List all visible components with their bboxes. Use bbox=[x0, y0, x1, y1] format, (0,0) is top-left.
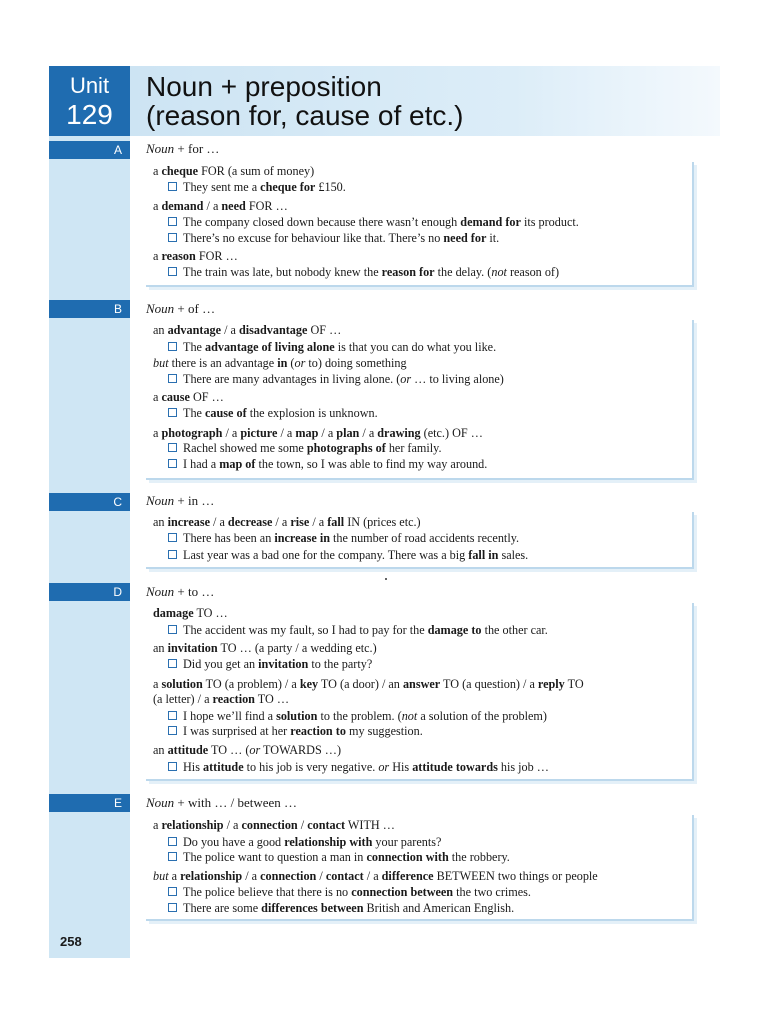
unit-number: 129 bbox=[66, 99, 113, 130]
example-line: The advantage of living alone is that you can do what you like. bbox=[168, 340, 496, 355]
example-line: There are many advantages in living alone. (or … to living alone) bbox=[168, 372, 504, 387]
level-line: a reason FOR … bbox=[153, 249, 238, 263]
key-phrase: increase bbox=[167, 515, 210, 529]
section-heading-noun: Noun bbox=[146, 301, 175, 316]
section-heading-e bbox=[146, 794, 297, 812]
italic-note: but bbox=[153, 356, 169, 370]
key-phrase: damage to bbox=[427, 623, 482, 637]
key-phrase: connection with bbox=[366, 850, 449, 864]
level-line: a demand / a need FOR … bbox=[153, 199, 288, 213]
key-phrase: advantage of living alone bbox=[205, 340, 335, 354]
key-phrase: reason bbox=[161, 249, 196, 263]
key-phrase: demand for bbox=[460, 215, 521, 229]
key-phrase: attitude bbox=[202, 760, 244, 774]
section-heading-rest: + in … bbox=[174, 493, 215, 508]
key-phrase: solution bbox=[161, 677, 203, 691]
level-line: an attitude TO … (or TOWARDS …) bbox=[153, 743, 342, 757]
level-line: damage TO … bbox=[153, 606, 228, 620]
key-phrase: relationship with bbox=[284, 835, 373, 849]
key-phrase: photograph bbox=[161, 426, 223, 440]
key-phrase: fall in bbox=[468, 548, 499, 562]
left-sidebar bbox=[49, 66, 130, 958]
section-tab-c: C bbox=[49, 493, 130, 511]
key-phrase: answer bbox=[402, 677, 441, 691]
section-heading-noun: Noun bbox=[146, 141, 175, 156]
section-heading-a bbox=[146, 140, 219, 158]
stray-dot bbox=[385, 578, 387, 580]
italic-note: or bbox=[400, 372, 412, 386]
key-phrase: increase in bbox=[274, 531, 330, 545]
level-line: but a relationship / a connection / contact / a difference BETWEEN two things or people bbox=[153, 869, 598, 883]
key-phrase: disadvantage bbox=[239, 323, 308, 337]
example-line: The police believe that there is no connection between the two crimes. bbox=[168, 885, 531, 900]
italic-note: or bbox=[378, 760, 390, 774]
key-phrase: connection bbox=[260, 869, 317, 883]
section-heading-rest: + of … bbox=[174, 301, 216, 316]
example-line: Rachel showed me some photographs of her family. bbox=[168, 441, 442, 456]
italic-note: not bbox=[491, 265, 507, 279]
level-line: a relationship / a connection / contact WITH … bbox=[153, 818, 395, 832]
italic-note: or bbox=[294, 356, 306, 370]
example-line: I had a map of the town, so I was able to find my way around. bbox=[168, 457, 487, 472]
level-line: a cheque FOR (a sum of money) bbox=[153, 164, 315, 178]
key-phrase: contact bbox=[307, 818, 346, 832]
section-heading-noun: Noun bbox=[146, 493, 175, 508]
example-line: There are some differences between British and American English. bbox=[168, 901, 514, 916]
example-line: I was surprised at her reaction to my suggestion. bbox=[168, 724, 423, 739]
key-phrase: reaction to bbox=[290, 724, 346, 738]
title-line-2: (reason for, cause of etc.) bbox=[146, 100, 464, 131]
section-heading-noun: Noun bbox=[146, 584, 175, 599]
key-phrase: reply bbox=[537, 677, 565, 691]
example-line: His attitude to his job is very negative. or His attitude towards his job … bbox=[168, 760, 549, 775]
level-line: an invitation TO … (a party / a wedding etc.) bbox=[153, 641, 377, 655]
example-line: They sent me a cheque for £150. bbox=[168, 180, 346, 195]
page-title bbox=[146, 72, 464, 130]
example-line: Last year was a bad one for the company. There was a big fall in sales. bbox=[168, 548, 528, 563]
key-phrase: drawing bbox=[377, 426, 421, 440]
example-line: The accident was my fault, so I had to pay for the damage to the other car. bbox=[168, 623, 548, 638]
example-line: Do you have a good relationship with your parents? bbox=[168, 835, 441, 850]
section-box-e bbox=[146, 815, 694, 921]
key-phrase: advantage bbox=[167, 323, 222, 337]
level-line: but there is an advantage in (or to) doing something bbox=[153, 356, 407, 370]
unit-badge bbox=[49, 66, 130, 136]
section-box-c bbox=[146, 512, 694, 569]
level-line: (a letter) / a reaction TO … bbox=[153, 692, 290, 706]
section-heading-c bbox=[146, 492, 214, 510]
key-phrase: invitation bbox=[258, 657, 309, 671]
key-phrase: need for bbox=[443, 231, 487, 245]
key-phrase: differences between bbox=[261, 901, 364, 915]
key-phrase: relationship bbox=[161, 818, 224, 832]
level-line: a cause OF … bbox=[153, 390, 224, 404]
section-box-d bbox=[146, 603, 694, 781]
section-tab-b: B bbox=[49, 300, 130, 318]
key-phrase: map bbox=[295, 426, 319, 440]
italic-note: or bbox=[249, 743, 261, 757]
section-heading-rest: + for … bbox=[174, 141, 220, 156]
key-phrase: connection between bbox=[351, 885, 454, 899]
example-line: I hope we’ll find a solution to the problem. (not a solution of the problem) bbox=[168, 709, 547, 724]
example-line: The train was late, but nobody knew the reason for the delay. (not reason of) bbox=[168, 265, 559, 280]
page-number: 258 bbox=[60, 934, 82, 949]
key-phrase: solution bbox=[276, 709, 318, 723]
example-line: There has been an increase in the number of road accidents recently. bbox=[168, 531, 519, 546]
example-line: The police want to question a man in connection with the robbery. bbox=[168, 850, 510, 865]
key-phrase: in bbox=[277, 356, 288, 370]
key-phrase: plan bbox=[336, 426, 360, 440]
key-phrase: decrease bbox=[227, 515, 273, 529]
example-line: The cause of the explosion is unknown. bbox=[168, 406, 378, 421]
key-phrase: relationship bbox=[180, 869, 243, 883]
title-line-1: Noun + preposition bbox=[146, 71, 382, 102]
key-phrase: key bbox=[299, 677, 319, 691]
key-phrase: cheque bbox=[161, 164, 199, 178]
key-phrase: difference bbox=[381, 869, 434, 883]
key-phrase: map of bbox=[219, 457, 256, 471]
key-phrase: attitude bbox=[167, 743, 209, 757]
level-line: an advantage / a disadvantage OF … bbox=[153, 323, 342, 337]
key-phrase: fall bbox=[327, 515, 345, 529]
key-phrase: cause of bbox=[205, 406, 247, 420]
key-phrase: cause bbox=[161, 390, 190, 404]
section-tab-d: D bbox=[49, 583, 130, 601]
section-tab-e: E bbox=[49, 794, 130, 812]
key-phrase: attitude towards bbox=[412, 760, 498, 774]
level-line: a photograph / a picture / a map / a plan / a drawing (etc.) OF … bbox=[153, 426, 483, 440]
key-phrase: reason for bbox=[381, 265, 435, 279]
key-phrase: picture bbox=[240, 426, 278, 440]
unit-label: Unit bbox=[69, 73, 110, 98]
key-phrase: damage bbox=[153, 606, 194, 620]
section-tab-a: A bbox=[49, 141, 130, 159]
section-heading-rest: + to … bbox=[174, 584, 215, 599]
italic-note: but bbox=[153, 869, 169, 883]
example-line: The company closed down because there wasn’t enough demand for its product. bbox=[168, 215, 579, 230]
section-heading-d bbox=[146, 583, 214, 601]
key-phrase: demand bbox=[161, 199, 204, 213]
key-phrase: rise bbox=[290, 515, 310, 529]
level-line: an increase / a decrease / a rise / a fall IN (prices etc.) bbox=[153, 515, 421, 529]
key-phrase: reaction bbox=[212, 692, 255, 706]
example-line: Did you get an invitation to the party? bbox=[168, 657, 372, 672]
section-box-a bbox=[146, 162, 694, 287]
section-box-b bbox=[146, 320, 694, 480]
section-heading-b bbox=[146, 300, 215, 318]
key-phrase: connection bbox=[241, 818, 298, 832]
key-phrase: contact bbox=[325, 869, 364, 883]
italic-note: not bbox=[401, 709, 418, 723]
key-phrase: need bbox=[221, 199, 246, 213]
level-line: a solution TO (a problem) / a key TO (a door) / an answer TO (a question) / a reply TO bbox=[153, 677, 584, 691]
example-line: There’s no excuse for behaviour like that. There’s no need for it. bbox=[168, 231, 499, 246]
key-phrase: photographs of bbox=[306, 441, 386, 455]
key-phrase: cheque for bbox=[260, 180, 316, 194]
section-heading-noun: Noun bbox=[146, 795, 175, 810]
key-phrase: invitation bbox=[167, 641, 218, 655]
section-heading-rest: + with … / between … bbox=[174, 795, 298, 810]
